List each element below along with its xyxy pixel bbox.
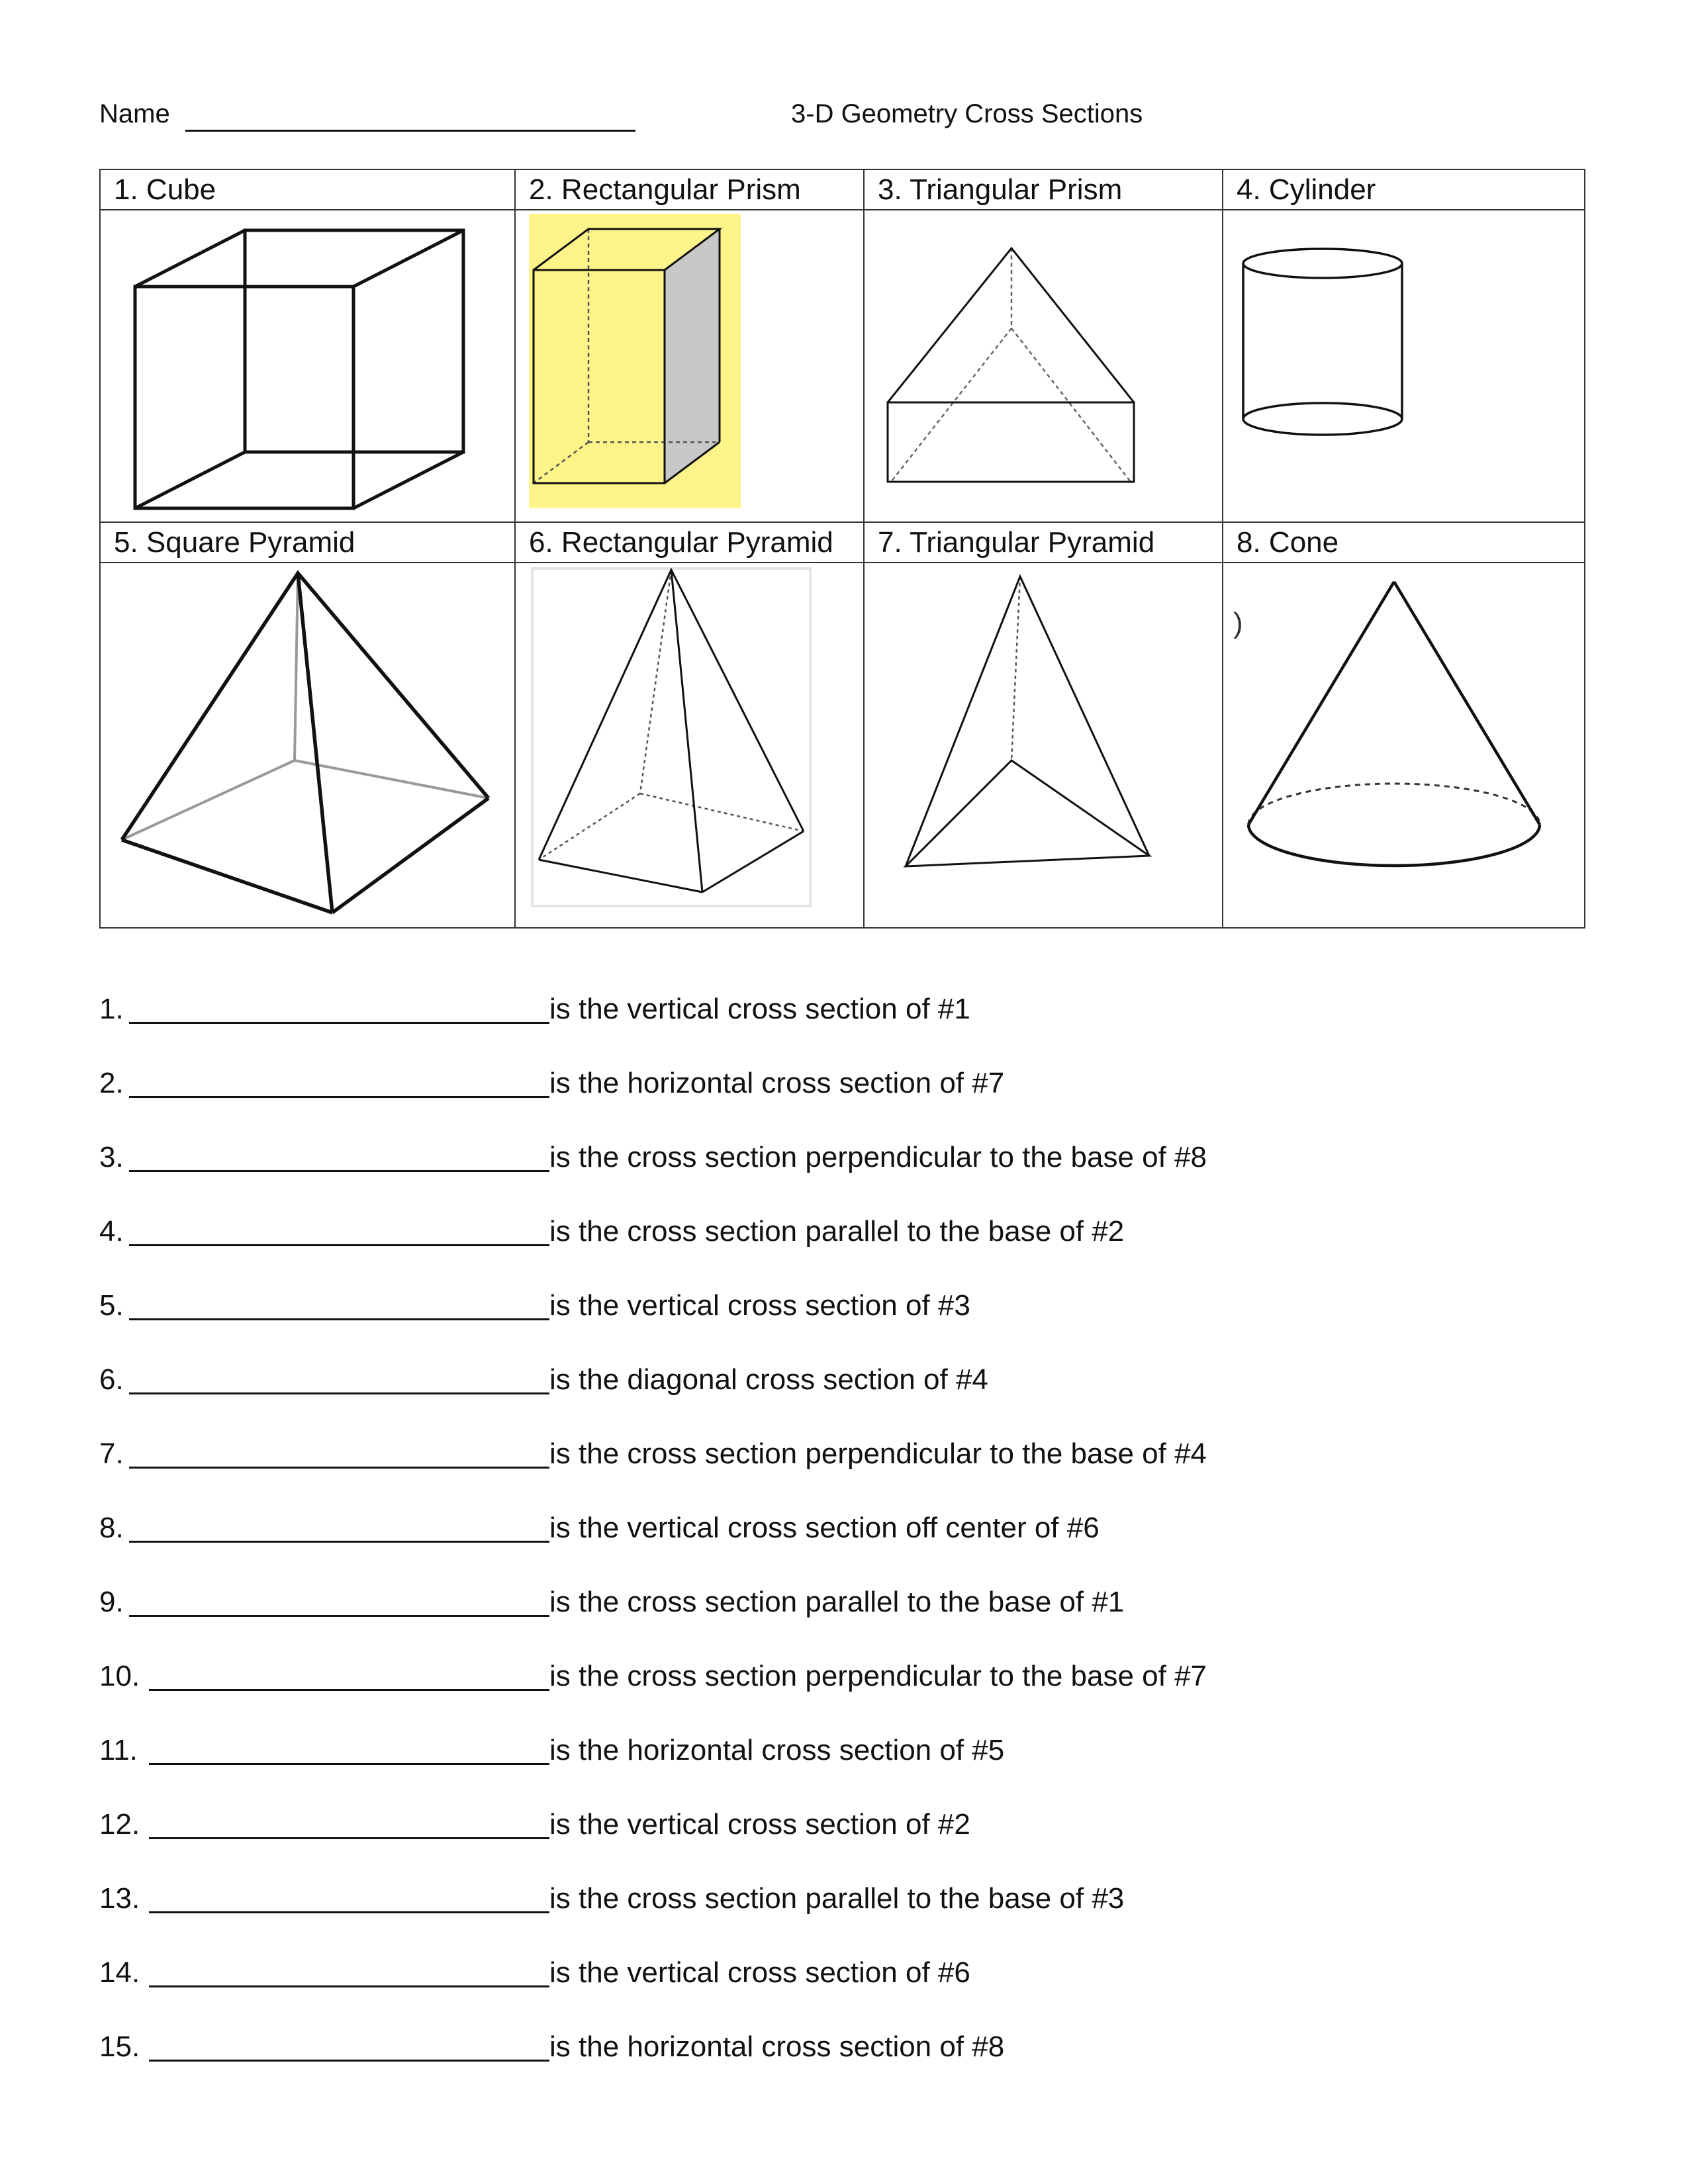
question-number: 13. (99, 1882, 140, 1915)
question-text: is the vertical cross section of #1 (549, 993, 970, 1025)
shape-label-cylinder: 4. Cylinder (1223, 169, 1585, 210)
figure-cell-cylinder (1223, 210, 1585, 522)
answer-blank[interactable] (129, 1170, 549, 1172)
question-text: is the cross section perpendicular to the base of #4 (549, 1437, 1207, 1470)
shape-label-rectangular-pyramid: 6. Rectangular Pyramid (515, 522, 864, 563)
stray-mark: ) (1233, 607, 1243, 639)
question-text: is the horizontal cross section of #8 (549, 2030, 1005, 2063)
answer-blank[interactable] (149, 1689, 549, 1691)
triangular-prism-figure (865, 210, 1222, 522)
shape-label-square-pyramid: 5. Square Pyramid (100, 522, 515, 563)
square-pyramid-figure (101, 563, 514, 927)
question-number: 7. (99, 1437, 124, 1470)
answer-blank[interactable] (129, 1615, 549, 1617)
answer-blank[interactable] (129, 1244, 549, 1246)
rectangular-prism-figure (516, 210, 863, 522)
question-text: is the cross section perpendicular to the base of #7 (549, 1660, 1207, 1692)
shaded-side-face (665, 229, 720, 483)
shapes-table (99, 169, 1585, 929)
figure-cell-triangular-pyramid (864, 563, 1223, 928)
figure-cell-cone (1223, 563, 1585, 928)
question-text: is the cross section perpendicular to the base of #8 (549, 1141, 1207, 1173)
answer-blank[interactable] (129, 1541, 549, 1543)
question-text: is the vertical cross section of #2 (549, 1808, 970, 1841)
question-text: is the vertical cross section of #6 (549, 1956, 970, 1989)
worksheet-header (99, 99, 1589, 139)
shape-label-triangular-prism: 3. Triangular Prism (864, 169, 1223, 210)
question-text: is the cross section parallel to the base of #2 (549, 1215, 1125, 1248)
question-number: 15. (99, 2030, 140, 2063)
question-number: 4. (99, 1215, 124, 1248)
question-number: 9. (99, 1586, 124, 1618)
question-number: 5. (99, 1289, 124, 1322)
triangular-pyramid-figure (865, 563, 1222, 927)
answer-blank[interactable] (129, 1022, 549, 1024)
cube-figure (101, 210, 514, 522)
question-number: 1. (99, 993, 124, 1025)
question-number: 2. (99, 1067, 124, 1099)
name-input-line[interactable] (185, 130, 635, 132)
question-number: 10. (99, 1660, 140, 1692)
question-number: 14. (99, 1956, 140, 1989)
question-text: is the cross section parallel to the base of #3 (549, 1882, 1125, 1915)
figure-cell-cube (100, 210, 515, 522)
question-text: is the cross section parallel to the base of #1 (549, 1586, 1125, 1618)
question-number: 8. (99, 1512, 124, 1544)
shape-label-cone: 8. Cone (1223, 522, 1585, 563)
figure-cell-triangular-prism (864, 210, 1223, 522)
question-number: 3. (99, 1141, 124, 1173)
cylinder-figure (1223, 210, 1584, 522)
answer-blank[interactable] (129, 1467, 549, 1469)
question-text: is the vertical cross section off center of #6 (549, 1512, 1100, 1544)
question-number: 6. (99, 1363, 124, 1396)
shape-label-rectangular-prism: 2. Rectangular Prism (515, 169, 864, 210)
figure-cell-square-pyramid (100, 563, 515, 928)
question-text: is the diagonal cross section of #4 (549, 1363, 988, 1396)
answer-blank[interactable] (149, 2060, 549, 2062)
shape-label-triangular-pyramid: 7. Triangular Pyramid (864, 522, 1223, 563)
answer-blank[interactable] (149, 1985, 549, 1987)
question-number: 11. (99, 1734, 138, 1766)
figure-cell-rectangular-prism (515, 210, 864, 522)
answer-blank[interactable] (129, 1096, 549, 1098)
answer-blank[interactable] (149, 1911, 549, 1913)
answer-blank[interactable] (149, 1837, 549, 1839)
question-text: is the vertical cross section of #3 (549, 1289, 970, 1322)
question-text: is the horizontal cross section of #7 (549, 1067, 1005, 1099)
figure-cell-rectangular-pyramid (515, 563, 864, 928)
question-number: 12. (99, 1808, 140, 1841)
cone-figure (1223, 563, 1584, 927)
answer-blank[interactable] (149, 1763, 549, 1765)
name-label: Name (99, 99, 170, 128)
rectangular-pyramid-figure (516, 563, 863, 927)
answer-blank[interactable] (129, 1392, 549, 1394)
question-text: is the horizontal cross section of #5 (549, 1734, 1005, 1766)
shape-label-cube: 1. Cube (100, 169, 515, 210)
worksheet-title: 3-D Geometry Cross Sections (791, 99, 1143, 128)
answer-blank[interactable] (129, 1318, 549, 1320)
